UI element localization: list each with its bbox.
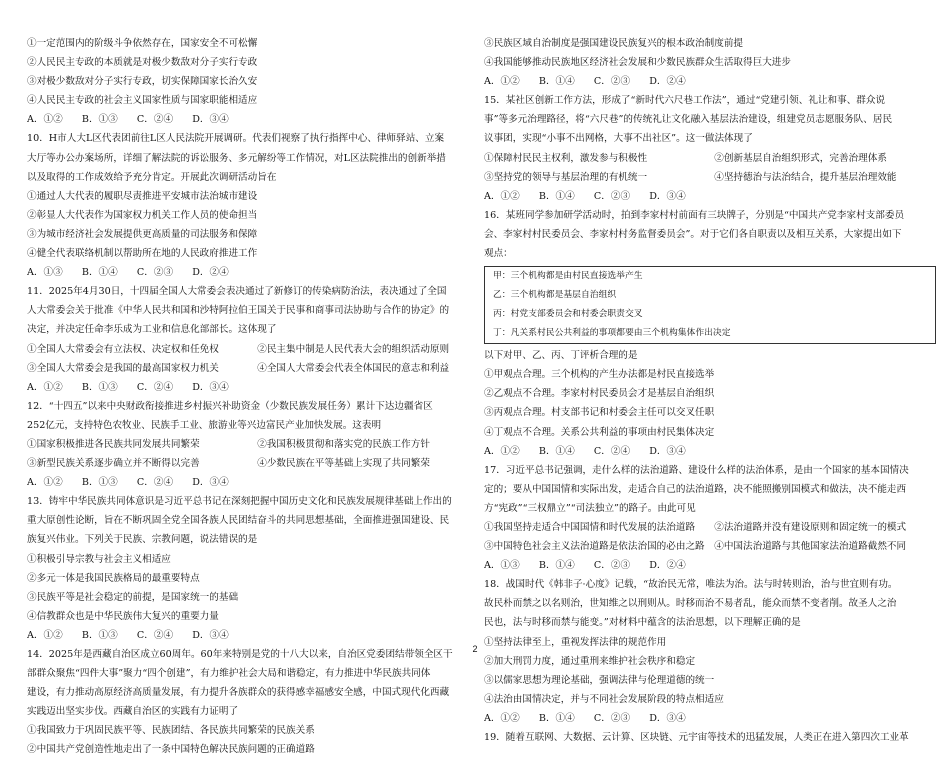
text-line: ③坚持党的领导与基层治理的有机统一 ④坚持德治与法治结合，提升基层治理效能	[484, 171, 897, 183]
text-line: ②乙观点不合理。李家村村民委员会才是基层自治组织	[484, 388, 715, 400]
text-line: 事”等多元治理路径，将“六尺巷”的传统礼让文化融入基层法治建设，组建党员志愿服务队、居民	[484, 114, 893, 126]
text-line: 11．2025年4月30日，十四届全国人大常委会表决通过了新修订的传染病防治法，表决通过了全国	[27, 286, 447, 298]
answer-choices: A．①② B．①③ C．②④ D．③④	[27, 629, 229, 641]
answer-choices: A．①③ B．①④ C．②③ D．②④	[484, 560, 686, 572]
text-line: 人大常委会关于批准《中华人民共和国和沙特阿拉伯王国关于民事和商事司法协助与合作的协定》的	[27, 305, 450, 317]
text-line: 建设，有力推动高原经济高质量发展，有力提升各族群众的获得感幸福感安全感，中国式现代化西藏	[27, 687, 450, 699]
text-line: ④人民民主专政的社会主义国家性质与国家职能相适应	[27, 95, 258, 107]
text-line: ①坚持法律至上，重视发挥法律的规范作用	[484, 636, 667, 648]
text-line: ①全国人大常委会有立法权、决定权和任免权 ②民主集中制是人民代表大会的组织活动原则	[27, 343, 450, 355]
text-line: 10．H市人大L区代表团前往L区人民法院开展调研。代表们视察了执行指挥中心、律师驿站、立案	[27, 133, 445, 145]
text-line: 重大原创性论断，旨在不断巩固全党全国各族人民团结奋斗的共同思想基础，全面推进强国建设、民	[27, 515, 450, 527]
text-line: 13．铸牢中华民族共同体意识是习近平总书记在深刻把握中国历史文化和民族发展规律基础上作出的	[27, 496, 452, 508]
text-line: 决定，并决定任命李乐成为工业和信息化部部长。这体现了	[27, 324, 277, 336]
text-line: 故民朴而禁之以名则治，世知维之以刑则从。时移而治不易者乱，能众而禁不变者削。故圣人之治	[484, 598, 897, 610]
text-line: ③中国特色社会主义法治道路是依法治国的必由之路 ④中国法治道路与其他国家法治道路截然不同	[484, 541, 907, 553]
text-line: 观点：	[484, 248, 513, 260]
viewpoint-line: 乙：三个机构都是基层自治组织	[493, 290, 617, 301]
text-line: 以下对甲、乙、丙、丁评析合理的是	[484, 350, 638, 362]
text-line: 以及取得的工作成效给予充分肯定。开展此次调研活动旨在	[27, 171, 277, 183]
text-line: ①甲观点合理。三个机构的产生办法都是村民直接选举	[484, 369, 715, 381]
text-line: 定的；要从中国国情和实际出发，走适合自己的法治道路，决不能照搬别国模式和做法，决不能走西	[484, 483, 907, 495]
text-line: 大厅等办公办案场所，详细了解法院的诉讼服务、多元解纷等工作情况，对L区法院推出的创新举措	[27, 152, 446, 164]
text-line: ②彰显人大代表作为国家权力机关工作人员的使命担当	[27, 209, 258, 221]
right-column-bottom	[484, 346, 936, 747]
text-line: 18．战国时代《韩非子·心度》记载，“故治民无常，唯法为治。法与时转则治，治与世宜则有功。	[484, 579, 898, 591]
text-line: ③以儒家思想为理论基础，强调法律与伦理道德的统一	[484, 674, 715, 686]
text-line: ③民族平等是社会稳定的前提，是国家统一的基础	[27, 591, 239, 603]
text-line: ③民族区域自治制度是强国建设民族复兴的根本政治制度前提	[484, 38, 744, 49]
text-line: ③对极少数敌对分子实行专政，切实保障国家长治久安	[27, 76, 258, 88]
text-line: 实践迈出坚实步伐。西藏自治区的实践有力证明了	[27, 706, 239, 718]
text-line: ④健全代表联络机制以帮助所在地的人民政府推进工作	[27, 248, 258, 260]
text-line: 方“宪政”“三权鼎立”“司法独立”的路子。由此可见	[484, 502, 696, 514]
text-line: ②人民民主专政的本质就是对极少数敌对分子实行专政	[27, 57, 258, 69]
text-line: ③全国人大常委会是我国的最高国家权力机关 ④全国人大常委会代表全体国民的意志和利益	[27, 362, 450, 374]
viewpoint-line: 甲：三个机构都是由村民直接选举产生	[493, 271, 643, 282]
answer-choices: A．①③ B．①④ C．②③ D．②④	[27, 267, 229, 279]
text-line: ①积极引导宗教与社会主义相适应	[27, 553, 171, 565]
text-line: ③为城市经济社会发展提供更高质量的司法服务和保障	[27, 228, 258, 240]
text-line: 12．“十四五”以来中央财政衔接推进乡村振兴补助资金（少数民族发展任务）累计下达边疆省区	[27, 400, 433, 412]
viewpoints-box	[484, 266, 936, 344]
text-line: ②多元一体是我国民族格局的最重要特点	[27, 572, 200, 584]
text-line: ①我国致力于巩固民族平等、民族团结、各民族共同繁荣的民族关系	[27, 725, 315, 737]
text-line: ①保障村民民主权利，激发参与积极性 ②创新基层自治组织形式，完善治理体系	[484, 152, 887, 164]
text-line: ③丙观点合理。村支部书记和村委会主任可以交叉任职	[484, 407, 715, 419]
viewpoint-line: 丙：村党支部委员会和村委会职责交叉	[493, 309, 643, 320]
text-line: ④我国能够推动民族地区经济社会发展和少数民族群众生活取得巨大进步	[484, 57, 791, 69]
text-line: 民也，法与时移而禁与能变。”对材料中蕴含的法治思想，以下理解正确的是	[484, 617, 801, 629]
text-line: 19．随着互联网、大数据、云计算、区块链、元宇宙等技术的迅猛发展，人类正在进入第四次工业革	[484, 732, 909, 743]
answer-choices: A．①② B．①④ C．②③ D．③④	[484, 190, 686, 202]
text-line: ①我国坚持走适合中国国情和时代发展的法治道路 ②法治道路并没有建设原则和固定统一的模式	[484, 521, 907, 533]
text-line: ①一定范围内的阶级斗争依然存在，国家安全不可松懈	[27, 38, 258, 49]
text-line: 议事团，实现“小事不出网格，大事不出社区”。这一做法体现了	[484, 133, 753, 145]
right-column-top	[484, 34, 936, 263]
text-line: 14．2025年是西藏自治区成立60周年。60年来特别是党的十八大以来，自治区党委团结带领全区干	[27, 649, 453, 660]
answer-choices: A．①② B．①④ C．②③ D．③④	[484, 712, 686, 724]
text-line: 252亿元，支持特色农牧业、民族手工业、旅游业等兴边富民产业加快发展。这表明	[27, 419, 382, 431]
text-line: ④法治由国情决定，并与不同社会发展阶段的特点相适应	[484, 693, 724, 705]
viewpoint-line: 丁：凡关系村民公共利益的事项都要由三个机构集体作出决定	[493, 328, 731, 339]
right-column	[484, 34, 936, 747]
text-line: ①通过人大代表的履职尽责推进平安城市法治城市建设	[27, 190, 258, 202]
text-line: 16．某班同学参加研学活动时，拍到李家村村前面有三块牌子，分别是“中国共产党李家村支部委员	[484, 209, 905, 221]
text-line: ②加大刑罚力度，通过重刑来维护社会秩序和稳定	[484, 655, 696, 667]
answer-choices: A．①② B．①④ C．②③ D．②④	[484, 76, 686, 88]
text-line: ②中国共产党创造性地走出了一条中国特色解决民族问题的正确道路	[27, 744, 315, 756]
text-line: 17．习近平总书记强调，走什么样的法治道路、建设什么样的法治体系，是由一个国家的基本国情决	[484, 464, 909, 476]
answer-choices: A．①② B．①④ C．②④ D．③④	[484, 445, 686, 457]
text-line: 族复兴伟业。下列关于民族、宗教问题，说法错误的是	[27, 534, 258, 546]
text-line: 15．某社区创新工作方法，形成了“新时代六尺巷工作法”，通过“党建引领、礼让和事、群众说	[484, 95, 886, 107]
text-line: ④信教群众也是中华民族伟大复兴的重要力量	[27, 610, 219, 622]
text-line: ③新型民族关系逐步确立并不断得以完善 ④少数民族在平等基础上实现了共同繁荣	[27, 458, 430, 470]
answer-choices: A．①② B．①③ C．②④ D．③④	[27, 477, 229, 489]
text-line: ④丁观点不合理。关系公共利益的事项由村民集体决定	[484, 426, 715, 438]
answer-choices: A．①② B．①③ C．②④ D．③④	[27, 114, 229, 126]
text-line: ①国家积极推进各民族共同发展共同繁荣 ②我国积极贯彻和落实党的民族工作方针	[27, 438, 430, 450]
text-line: 会、李家村村民委员会、李家村村务监督委员会”。对于它们各自职责以及相互关系，大家提出如下	[484, 228, 902, 240]
page-number: 2	[472, 644, 478, 654]
answer-choices: A．①② B．①③ C．②④ D．③④	[27, 381, 229, 393]
text-line: 部群众聚焦“四件大事”聚力“四个创建”，有力维护社会大局和谐稳定，有力推进中华民族共同体	[27, 668, 431, 680]
